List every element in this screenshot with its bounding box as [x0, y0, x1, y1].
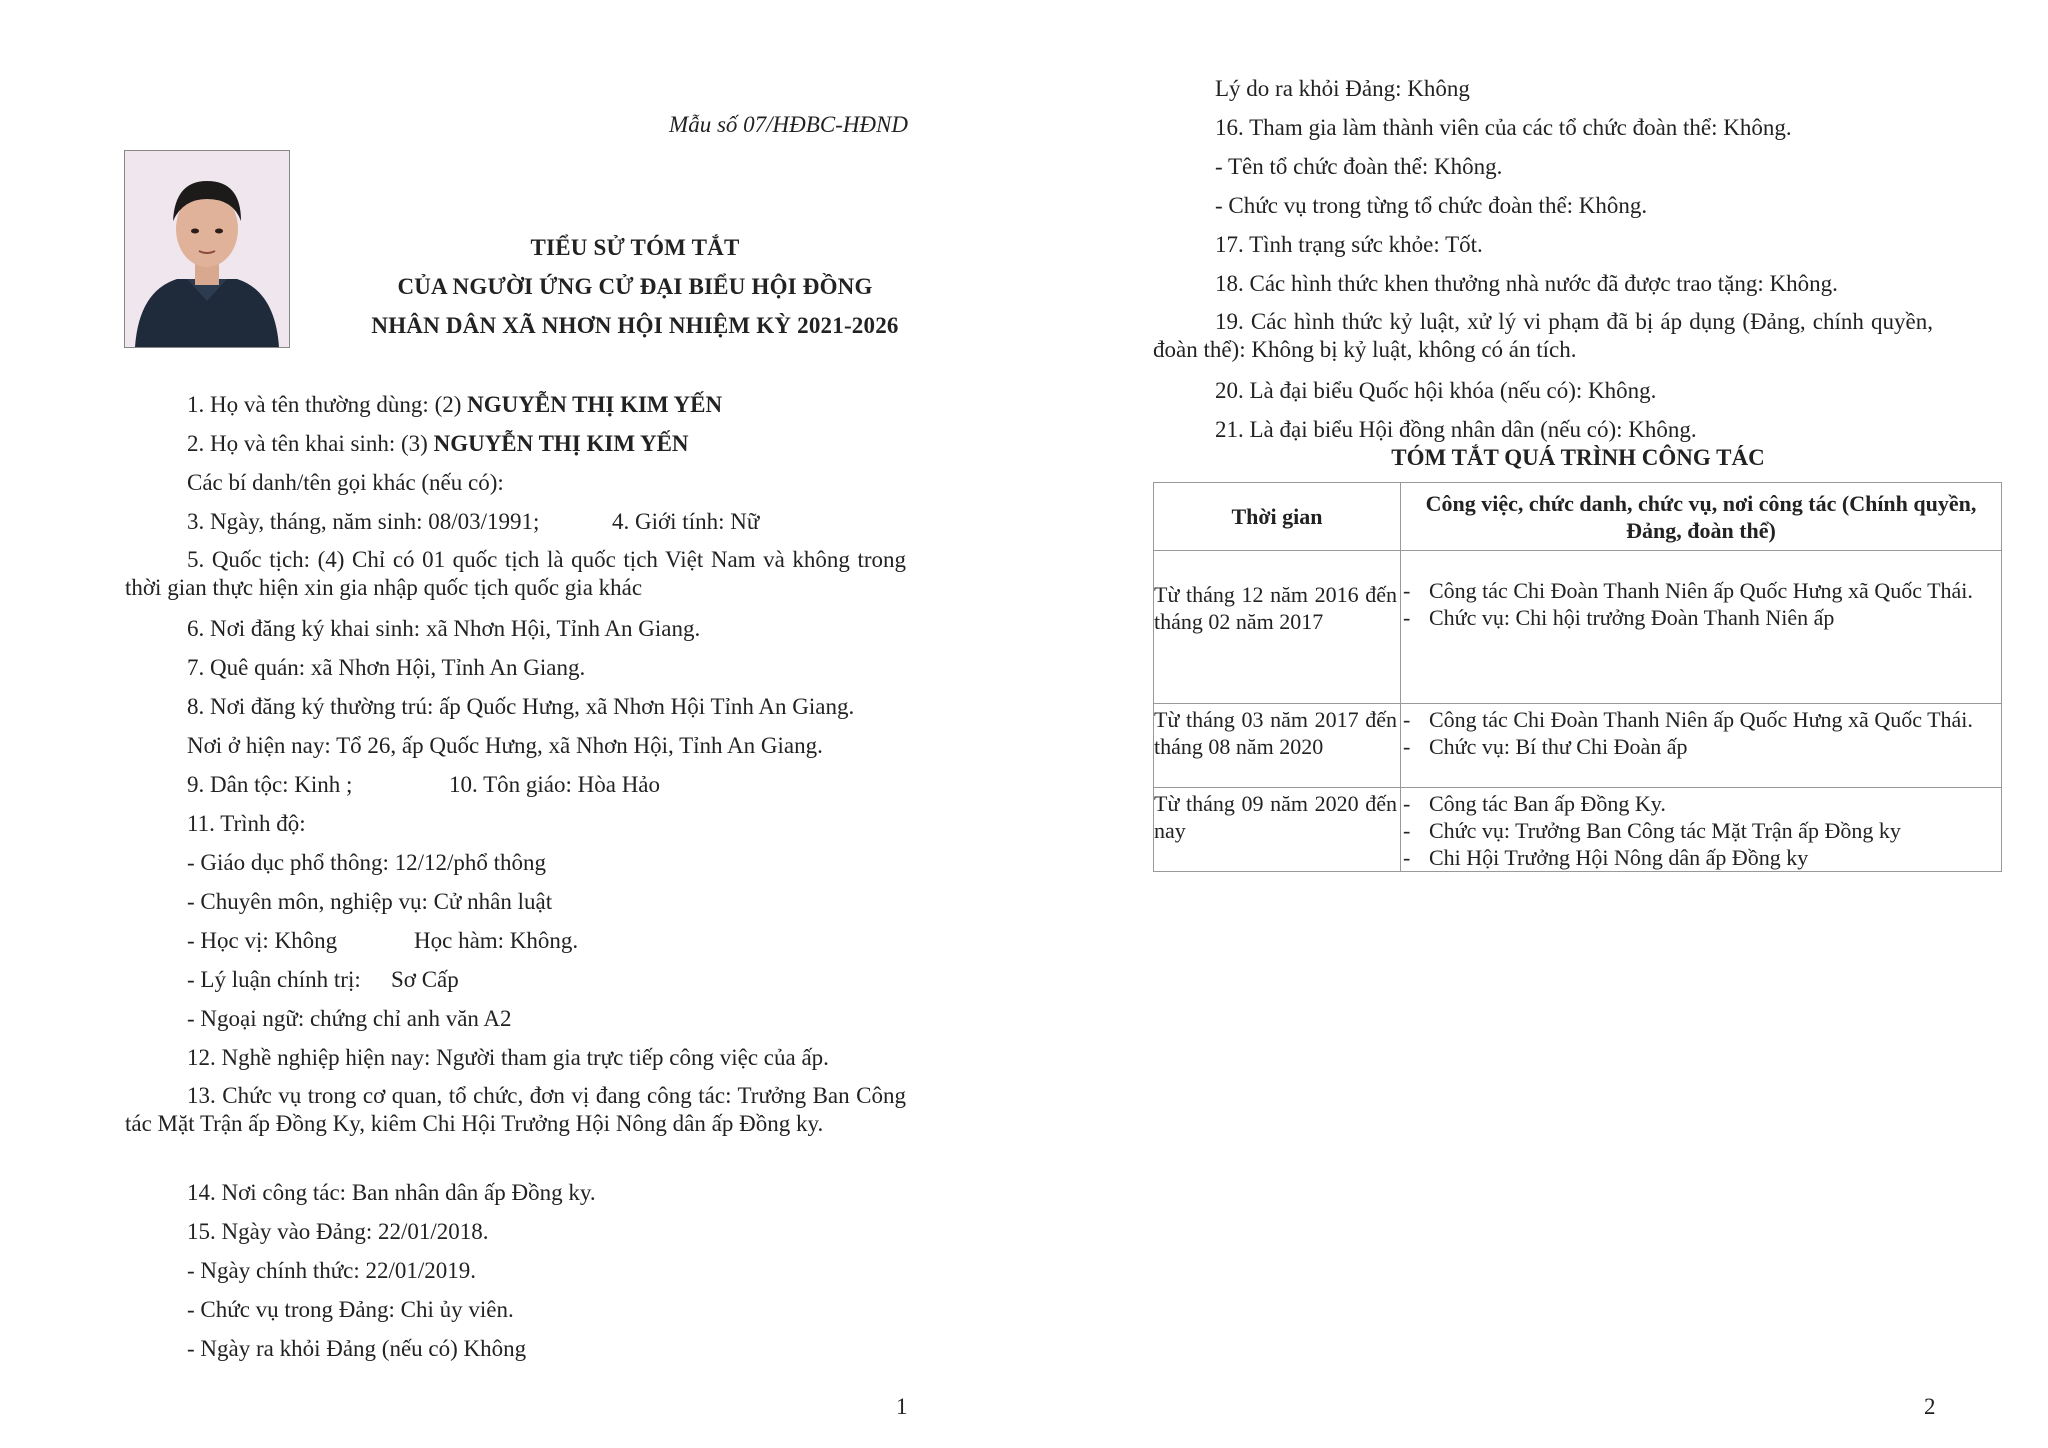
item-18: 18. Các hình thức khen thưởng nhà nước đã được trao tặng: Không.	[1215, 271, 1838, 296]
item-2-label: 2. Họ và tên khai sinh: (3)	[187, 431, 434, 456]
item-2-value: NGUYỄN THỊ KIM YẾN	[433, 431, 689, 456]
row-3-time: Từ tháng 09 năm 2020 đến nay	[1154, 791, 1397, 843]
item-14: 14. Nơi công tác: Ban nhân dân ấp Đồng ky.	[187, 1180, 596, 1205]
item-8: 8. Nơi đăng ký thường trú: ấp Quốc Hưng, xã Nhơn Hội Tỉnh An Giang.	[187, 694, 855, 719]
item-11-profession: - Chuyên môn, nghiệp vụ: Cử nhân luật	[187, 889, 553, 914]
item-11-political-theory: - Lý luận chính trị:	[187, 967, 361, 992]
item-5: 5. Quốc tịch: (4) Chỉ có 01 quốc tịch là quốc tịch Việt Nam và không trong thời gian thực hiện xin gia nhập quốc tịch quốc gia khác	[125, 547, 906, 600]
item-1-label: 1. Họ và tên thường dùng: (2)	[187, 392, 468, 417]
item-16: 16. Tham gia làm thành viên của các tổ chức đoàn thể: Không.	[1215, 115, 1792, 140]
item-17: 17. Tình trạng sức khỏe: Tốt.	[1215, 232, 1483, 257]
item-11-political-theory-value: Sơ Cấp	[391, 967, 459, 992]
item-9: 9. Dân tộc: Kinh ;	[187, 772, 353, 797]
item-alias: Các bí danh/tên gọi khác (nếu có):	[187, 470, 504, 495]
row-3-work-list	[1401, 790, 2001, 871]
document-title	[300, 228, 970, 345]
item-15-party-position: - Chức vụ trong Đảng: Chi ủy viên.	[187, 1297, 514, 1322]
work-history-table	[1153, 482, 2002, 872]
table-header-row	[1154, 483, 2002, 551]
item-15-official-date: - Ngày chính thức: 22/01/2019.	[187, 1258, 477, 1283]
row-3-work-cell	[1401, 788, 2002, 872]
item-11-academic-title: Học hàm: Không.	[414, 928, 579, 953]
page-number-1: 1	[896, 1394, 908, 1419]
portrait-photo	[124, 150, 290, 348]
item-1	[187, 390, 722, 419]
table-row	[1154, 551, 2002, 704]
table-row	[1154, 788, 2002, 872]
item-3: 3. Ngày, tháng, năm sinh: 08/03/1991;	[187, 509, 540, 534]
row-2-work-cell	[1401, 704, 2002, 788]
item-11-general-education: - Giáo dục phổ thông: 12/12/phổ thông	[187, 850, 547, 875]
item-12: 12. Nghề nghiệp hiện nay: Người tham gia trực tiếp công việc của ấp.	[187, 1045, 829, 1070]
row-1-time: Từ tháng 12 năm 2016 đến tháng 02 năm 2017	[1154, 582, 1397, 634]
item-7: 7. Quê quán: xã Nhơn Hội, Tỉnh An Giang.	[187, 655, 586, 680]
item-20: 20. Là đại biểu Quốc hội khóa (nếu có): Không.	[1215, 378, 1657, 403]
row-1-work-list	[1401, 577, 2001, 631]
work-history-title: TÓM TẮT QUÁ TRÌNH CÔNG TÁC	[1391, 445, 1765, 470]
row-3-time-cell	[1154, 788, 1401, 872]
row-3-work-3: - Chi Hội Trưởng Hội Nông dân ấp Đồng ky	[1429, 844, 1989, 871]
item-11-foreign-language: - Ngoại ngữ: chứng chỉ anh văn A2	[187, 1006, 512, 1031]
header-work: Công việc, chức danh, chức vụ, nơi công tác (Chính quyền, Đảng, đoàn thể)	[1401, 483, 2002, 551]
row-1-work-2: - Chức vụ: Chi hội trưởng Đoàn Thanh Niên ấp	[1429, 604, 1989, 631]
item-2	[187, 429, 689, 458]
item-19: 19. Các hình thức kỷ luật, xử lý vi phạm đã bị áp dụng (Đảng, chính quyền, đoàn thể): Không bị kỷ luật, không có án tích.	[1153, 309, 1933, 362]
item-16-organization-position: - Chức vụ trong từng tổ chức đoàn thể: Không.	[1215, 193, 1648, 218]
item-leave-reason: Lý do ra khỏi Đảng: Không	[1215, 76, 1470, 101]
row-1-time-cell	[1154, 551, 1401, 704]
item-16-organization-name: - Tên tổ chức đoàn thể: Không.	[1215, 154, 1503, 179]
item-15-leave-date: - Ngày ra khỏi Đảng (nếu có) Không	[187, 1336, 527, 1361]
item-21: 21. Là đại biểu Hội đồng nhân dân (nếu có): Không.	[1215, 417, 1697, 442]
form-code: Mẫu số 07/HĐBC-HĐND	[669, 112, 908, 137]
page-number-2: 2	[1924, 1394, 1936, 1419]
item-13: 13. Chức vụ trong cơ quan, tổ chức, đơn vị đang công tác: Trưởng Ban Công tác Mặt Trận ấp Đồng Ky, kiêm Chi Hội Trưởng Hội Nông dân ấp Đồng ky.	[125, 1083, 906, 1136]
item-6: 6. Nơi đăng ký khai sinh: xã Nhơn Hội, Tỉnh An Giang.	[187, 616, 701, 641]
item-8-current-residence: Nơi ở hiện nay: Tổ 26, ấp Quốc Hưng, xã Nhơn Hội, Tỉnh An Giang.	[187, 733, 823, 758]
table-row	[1154, 704, 2002, 788]
item-4: 4. Giới tính: Nữ	[612, 509, 760, 534]
row-2-work-list	[1401, 706, 2001, 760]
row-2-work-1: - Công tác Chi Đoàn Thanh Niên ấp Quốc Hưng xã Quốc Thái.	[1429, 706, 1989, 733]
row-2-time: Từ tháng 03 năm 2017 đến tháng 08 năm 2020	[1154, 707, 1397, 759]
row-3-work-1: - Công tác Ban ấp Đồng Ky.	[1429, 790, 1989, 817]
row-2-work-2: - Chức vụ: Bí thư Chi Đoàn ấp	[1429, 733, 1989, 760]
item-11-degree: - Học vị: Không	[187, 928, 338, 953]
row-1-work-1: - Công tác Chi Đoàn Thanh Niên ấp Quốc Hưng xã Quốc Thái.	[1429, 577, 1989, 604]
title-line-3: NHÂN DÂN XÃ NHƠN HỘI NHIỆM KỲ 2021-2026	[371, 313, 899, 338]
title-line-2: CỦA NGƯỜI ỨNG CỬ ĐẠI BIỂU HỘI ĐỒNG	[397, 274, 873, 299]
row-2-time-cell	[1154, 704, 1401, 788]
item-10: 10. Tôn giáo: Hòa Hảo	[449, 772, 661, 797]
item-11: 11. Trình độ:	[187, 811, 306, 836]
header-time: Thời gian	[1154, 483, 1401, 551]
item-15: 15. Ngày vào Đảng: 22/01/2018.	[187, 1219, 489, 1244]
row-1-work-cell	[1401, 551, 2002, 704]
row-3-work-2: - Chức vụ: Trưởng Ban Công tác Mặt Trận ấp Đồng ky	[1429, 817, 1989, 844]
title-line-1: TIỂU SỬ TÓM TẮT	[530, 235, 740, 260]
item-1-value: NGUYỄN THỊ KIM YẾN	[467, 392, 723, 417]
